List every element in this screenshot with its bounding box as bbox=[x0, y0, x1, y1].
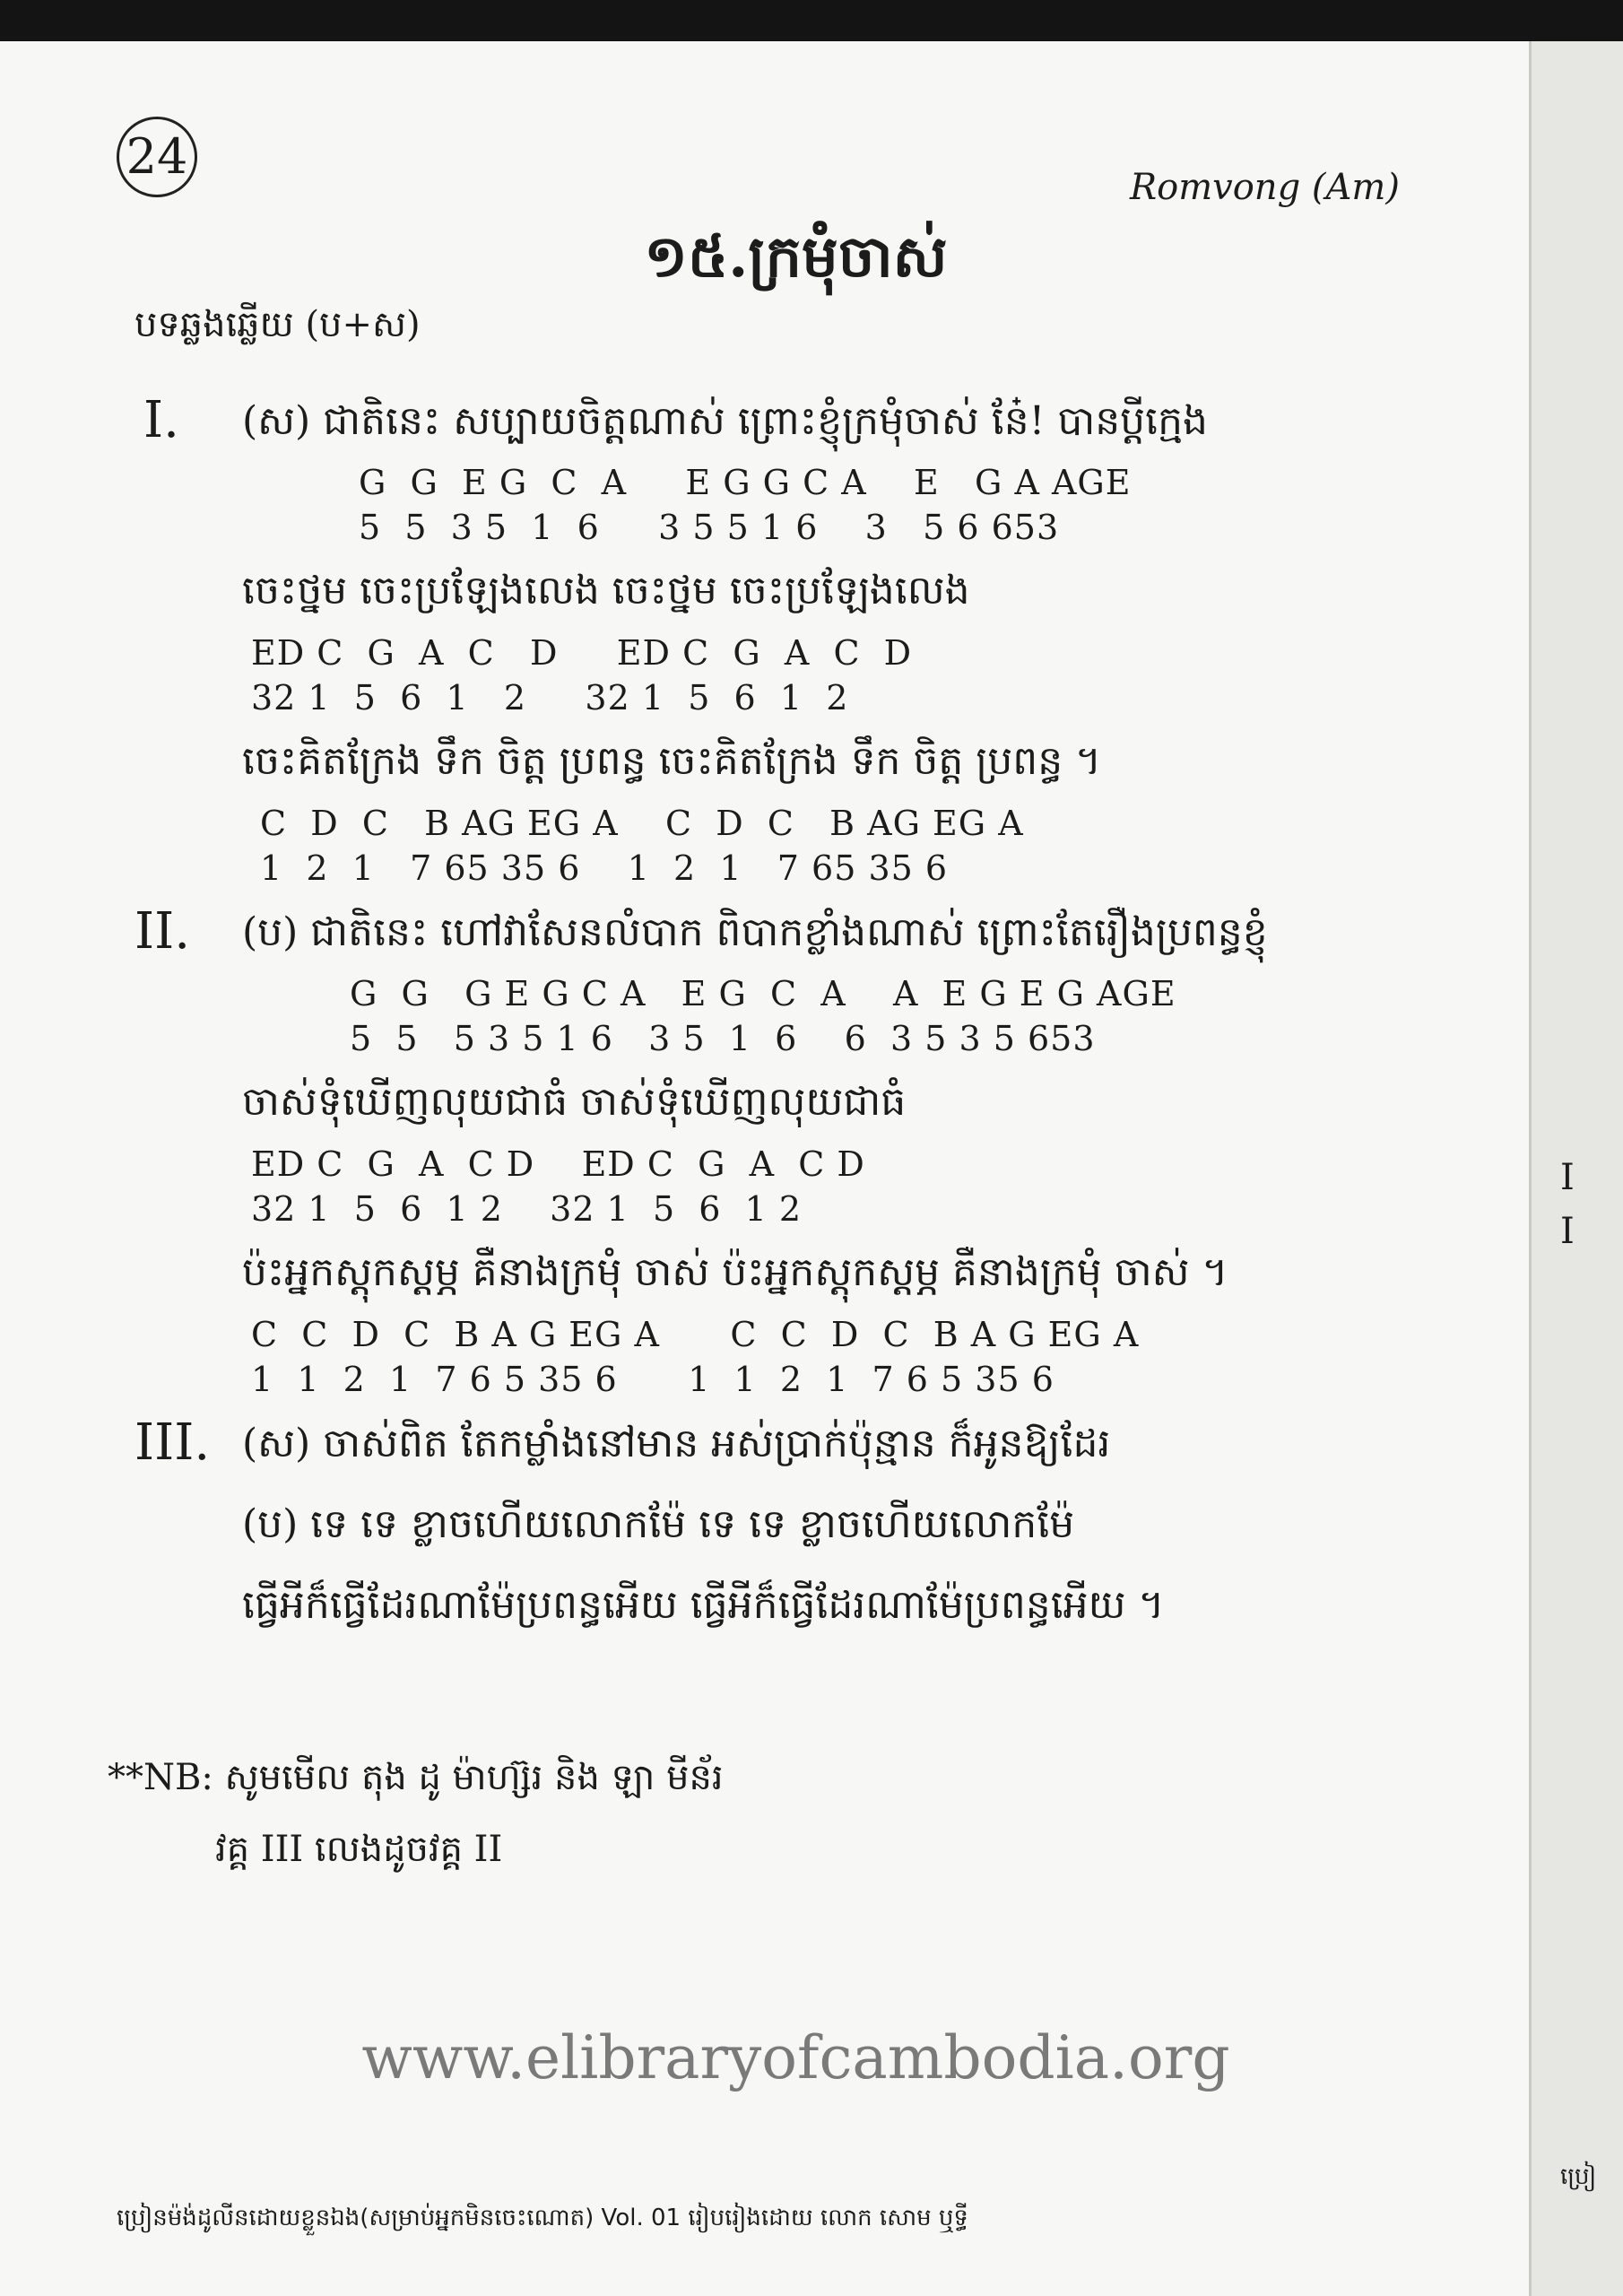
website-watermark: www.elibraryofcambodia.org bbox=[361, 2023, 1230, 2092]
verse-3-lyric-2: (ប) ទេ ទេ ខ្លាចហើយលោកម៉ែ ទេ ទេ ខ្លាចហើយលោកម៉ែ bbox=[242, 1501, 1075, 1547]
song-title: ១៥.ក្រមុំចាស់ bbox=[644, 223, 948, 291]
verse-2-notes-2: ED C G A C D ED C G A C D bbox=[251, 1144, 865, 1184]
verse-1-lyric-1: (ស) ជាតិនេះ សប្បាយចិត្តណាស់ ព្រោះខ្ញុំក្រមុំចាស់ នែ៎! បានប្តីក្មេង bbox=[242, 398, 1208, 444]
edge-mark-1: I bbox=[1560, 1157, 1575, 1198]
verse-1-notes-2: ED C G A C D ED C G A C D bbox=[251, 633, 913, 673]
song-type-label: បទឆ្លងឆ្លើយ (ប+ស) bbox=[135, 304, 421, 345]
song-style: Romvong (Am) bbox=[1130, 167, 1400, 208]
nb-note-line-1: **NB: សូមមើល តុង ដូ ម៉ាហ្ស៊រ និង ឡា មីន័រ bbox=[108, 1757, 724, 1798]
page-number: 24 bbox=[117, 117, 197, 197]
verse-2-lyric-3: ប៉ះអ្នកស្តុកស្តម្ភ គឺនាងក្រមុំ ចាស់ ប៉ះអ្នកស្តុកស្តម្ភ គឺនាងក្រមុំ ចាស់ ។ bbox=[242, 1249, 1228, 1295]
verse-3-lyric-1: (ស) ចាស់ពិត តែកម្លាំងនៅមាន អស់ប្រាក់ប៉ុន្មាន ក៏អូនឱ្យដែរ bbox=[242, 1421, 1111, 1466]
verse-1-numbers-3: 1 2 1 7 65 35 6 1 2 1 7 65 35 6 bbox=[260, 848, 949, 888]
verse-2-notes-3: C C D C B A G EG A C C D C B A G EG A bbox=[251, 1315, 1140, 1354]
verse-2-numbers-1: 5 5 5 3 5 1 6 3 5 1 6 6 3 5 3 5 653 bbox=[350, 1019, 1096, 1058]
verse-1-notes-1: G G E G C A E G G C A E G A AGE bbox=[359, 463, 1132, 502]
verse-2-numbers-3: 1 1 2 1 7 6 5 35 6 1 1 2 1 7 6 5 35 6 bbox=[251, 1360, 1055, 1399]
music-sheet-page bbox=[63, 41, 1529, 2296]
verse-3-number: III. bbox=[135, 1413, 211, 1472]
verse-2-lyric-2: ចាស់ទុំឃើញលុយជាធំ ចាស់ទុំឃើញលុយជាធំ bbox=[242, 1079, 907, 1125]
book-footer: ប្រៀនម៉ង់ដូលីនដោយខ្លួនឯង(សម្រាប់អ្នកមិនចេះណោត) Vol. 01 រៀបរៀងដោយ លោក សោម ឬទ្ធី bbox=[117, 2205, 968, 2231]
nb-note-line-2: វគ្គ III លេងដូចវគ្គ II bbox=[215, 1829, 503, 1870]
verse-1-lyric-2: ចេះថ្នម ចេះប្រឡែងលេង ចេះថ្នម ចេះប្រឡែងលេង bbox=[242, 568, 970, 613]
verse-1-notes-3: C D C B AG EG A C D C B AG EG A bbox=[260, 804, 1024, 843]
edge-mark-2: I bbox=[1560, 1211, 1575, 1252]
verse-1-number: I. bbox=[143, 391, 179, 449]
verse-3-lyric-3: ធ្វើអីក៏ធ្វើដែរណាម៉ែប្រពន្ធអើយ ធ្វើអីក៏ធ្វើដែរណាម៉ែប្រពន្ធអើយ ។ bbox=[242, 1582, 1165, 1628]
verse-2-number: II. bbox=[135, 902, 191, 961]
verse-1-numbers-1: 5 5 3 5 1 6 3 5 5 1 6 3 5 6 653 bbox=[359, 508, 1060, 547]
verse-2-notes-1: G G G E G C A E G C A A E G E G AGE bbox=[350, 974, 1176, 1013]
verse-2-numbers-2: 32 1 5 6 1 2 32 1 5 6 1 2 bbox=[251, 1189, 803, 1229]
verse-2-lyric-1: (ប) ជាតិនេះ ហៅវាសែនលំបាក ពិបាកខ្លាំងណាស់ ព្រោះតែរឿងប្រពន្ធខ្ញុំ bbox=[242, 909, 1268, 955]
next-page-edge bbox=[1529, 41, 1623, 2296]
verse-1-lyric-3: ចេះគិតក្រែង ទឹក ចិត្ត ប្រពន្ធ ចេះគិតក្រែង ទឹក ចិត្ត ប្រពន្ធ ។ bbox=[242, 738, 1102, 784]
scan-top-border bbox=[0, 0, 1623, 41]
edge-footer-fragment: ប្រៀ bbox=[1560, 2163, 1597, 2190]
verse-1-numbers-2: 32 1 5 6 1 2 32 1 5 6 1 2 bbox=[251, 678, 849, 718]
